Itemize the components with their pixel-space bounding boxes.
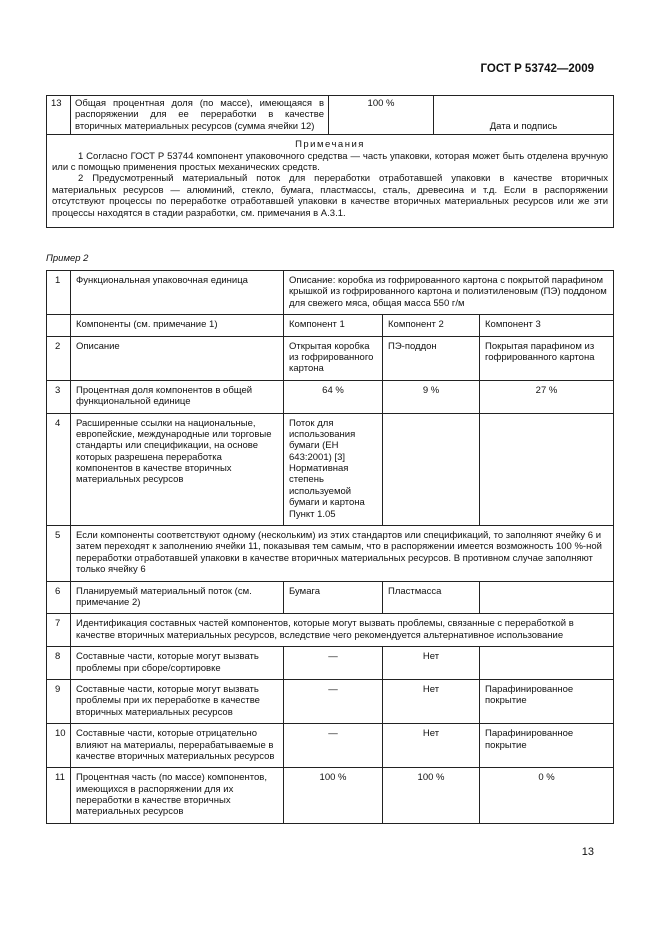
row-description: Общая процентная доля (по массе), имеющаяся в распоряжении для ее переработки в качестве вторичных материальных ресурсов (сумма ячейки 12) (71, 96, 329, 135)
signature-cell: Дата и подпись (434, 96, 614, 135)
table-row (47, 526, 614, 582)
table-row (47, 647, 614, 680)
row-number: 3 (47, 380, 71, 413)
table-continuation (46, 95, 614, 228)
row-label: Расширенные ссылки на национальные, европейские, международные или торговые стандарты или спецификации, на основе которых разрешена переработка компонентов в качестве вторичных материальных ресурсов (71, 413, 284, 526)
component-1-cell: Бумага (284, 581, 383, 614)
component-3-cell: Покрытая парафином из гофрированного картона (480, 336, 614, 380)
document-code: ГОСТ Р 53742—2009 (480, 63, 594, 75)
row-text: Описание: коробка из гофрированного картона с покрытой парафином крышкой из гофрированного картона и полиэтиленовым (ПЭ) поддоном для свежего мяса, общая масса 550 г/м (284, 271, 614, 315)
row-number: 13 (47, 96, 71, 135)
row-label: Процентная доля компонентов в общей функциональной единице (71, 380, 284, 413)
component-2-cell: ПЭ-поддон (383, 336, 480, 380)
component-1-header: Компонент 1 (284, 315, 383, 336)
row-label: Процентная часть (по массе) компонентов, имеющихся в распоряжении для их переработки в качестве вторичных материальных ресурсов (71, 768, 284, 824)
row-number: 1 (47, 271, 71, 315)
note-1: 1 Согласно ГОСТ Р 53744 компонент упаковочного средства — часть упаковки, которая может быть отделена вручную или с помощью применения простых механических средств. (52, 150, 608, 173)
row-label: Описание (71, 336, 284, 380)
table-row (47, 413, 614, 526)
page-number: 13 (581, 846, 594, 858)
row-number: 7 (47, 614, 71, 647)
table-row (47, 614, 614, 647)
row-label: Составные части, которые могут вызвать проблемы при сборе/сортировке (71, 647, 284, 680)
row-number: 8 (47, 647, 71, 680)
component-2-cell: Нет (383, 647, 480, 680)
row-number (47, 315, 71, 336)
row-number: 4 (47, 413, 71, 526)
component-2-cell: Нет (383, 679, 480, 723)
row-number: 9 (47, 679, 71, 723)
component-1-cell: — (284, 724, 383, 768)
component-1-cell: Открытая коробка из гофрированного картона (284, 336, 383, 380)
component-2-cell: Пластмасса (383, 581, 480, 614)
table-row (47, 581, 614, 614)
component-2-header: Компонент 2 (383, 315, 480, 336)
row-text: Идентификация составных частей компонентов, которые могут вызвать проблемы, связанные с переработкой в качестве вторичных материальных ресурсов, вследствие чего рекомендуется альтернативное использование (71, 614, 614, 647)
example-table (46, 270, 614, 824)
component-2-cell: 100 % (383, 768, 480, 824)
component-1-cell: 64 % (284, 380, 383, 413)
table-row (47, 96, 614, 135)
row-label: Функциональная упаковочная единица (71, 271, 284, 315)
component-1-cell: — (284, 647, 383, 680)
component-2-cell: Нет (383, 724, 480, 768)
component-3-cell: Парафинированное покрытие (480, 724, 614, 768)
component-3-header: Компонент 3 (480, 315, 614, 336)
component-1-cell: Поток для использования бумаги (ЕН 643:2001) [3] Нормативная степень используемой бумаги и картона Пункт 1.05 (284, 413, 383, 526)
table-row (47, 315, 614, 336)
row-number: 11 (47, 768, 71, 824)
component-3-cell (480, 413, 614, 526)
note-2: 2 Предусмотренный материальный поток для переработки отработавшей упаковки в качестве вторичных материальных ресурсов — алюминий, стекло, бумага, пластмассы, сталь, древесина и т.д. Если в распоряжении отсутствуют процессы по переработке отработавшей упаковки в качестве вторичных материальных ресурсов или же эти процессы находятся в стадии разработки, см. примечания в А.3.1. (52, 173, 608, 219)
component-3-cell: 27 % (480, 380, 614, 413)
notes-row (47, 135, 614, 228)
row-number: 5 (47, 526, 71, 582)
component-3-cell (480, 647, 614, 680)
table-row (47, 380, 614, 413)
row-text: Если компоненты соответствуют одному (нескольким) из этих стандартов или спецификаций, то заполняют ячейку 6 и затем переходят к заполнению ячейки 11, показывая тем самым, что в распоряжении имеется возможность 100 %-ной переработки отработавшей упаковки в качестве вторичных материальных ресурсов. В противном случае заполняют только ячейку 6 (71, 526, 614, 582)
row-label: Составные части, которые могут вызвать проблемы при их переработке в качестве вторичных материальных ресурсов (71, 679, 284, 723)
row-label: Планируемый материальный поток (см. примечание 2) (71, 581, 284, 614)
row-number: 2 (47, 336, 71, 380)
example-label: Пример 2 (46, 253, 89, 264)
table-row (47, 724, 614, 768)
table-row (47, 336, 614, 380)
component-3-cell: 0 % (480, 768, 614, 824)
component-1-cell: 100 % (284, 768, 383, 824)
row-label: Компоненты (см. примечание 1) (71, 315, 284, 336)
table-row (47, 271, 614, 315)
table-row (47, 768, 614, 824)
notes-title: Примечания (295, 139, 365, 151)
component-2-cell (383, 413, 480, 526)
row-label: Составные части, которые отрицательно влияют на материалы, перерабатываемые в качестве вторичных материальных ресурсов (71, 724, 284, 768)
row-value: 100 % (329, 96, 434, 135)
row-number: 6 (47, 581, 71, 614)
component-3-cell (480, 581, 614, 614)
component-1-cell: — (284, 679, 383, 723)
component-3-cell: Парафинированное покрытие (480, 679, 614, 723)
component-2-cell: 9 % (383, 380, 480, 413)
notes-cell (47, 135, 614, 228)
table-row (47, 679, 614, 723)
row-number: 10 (47, 724, 71, 768)
